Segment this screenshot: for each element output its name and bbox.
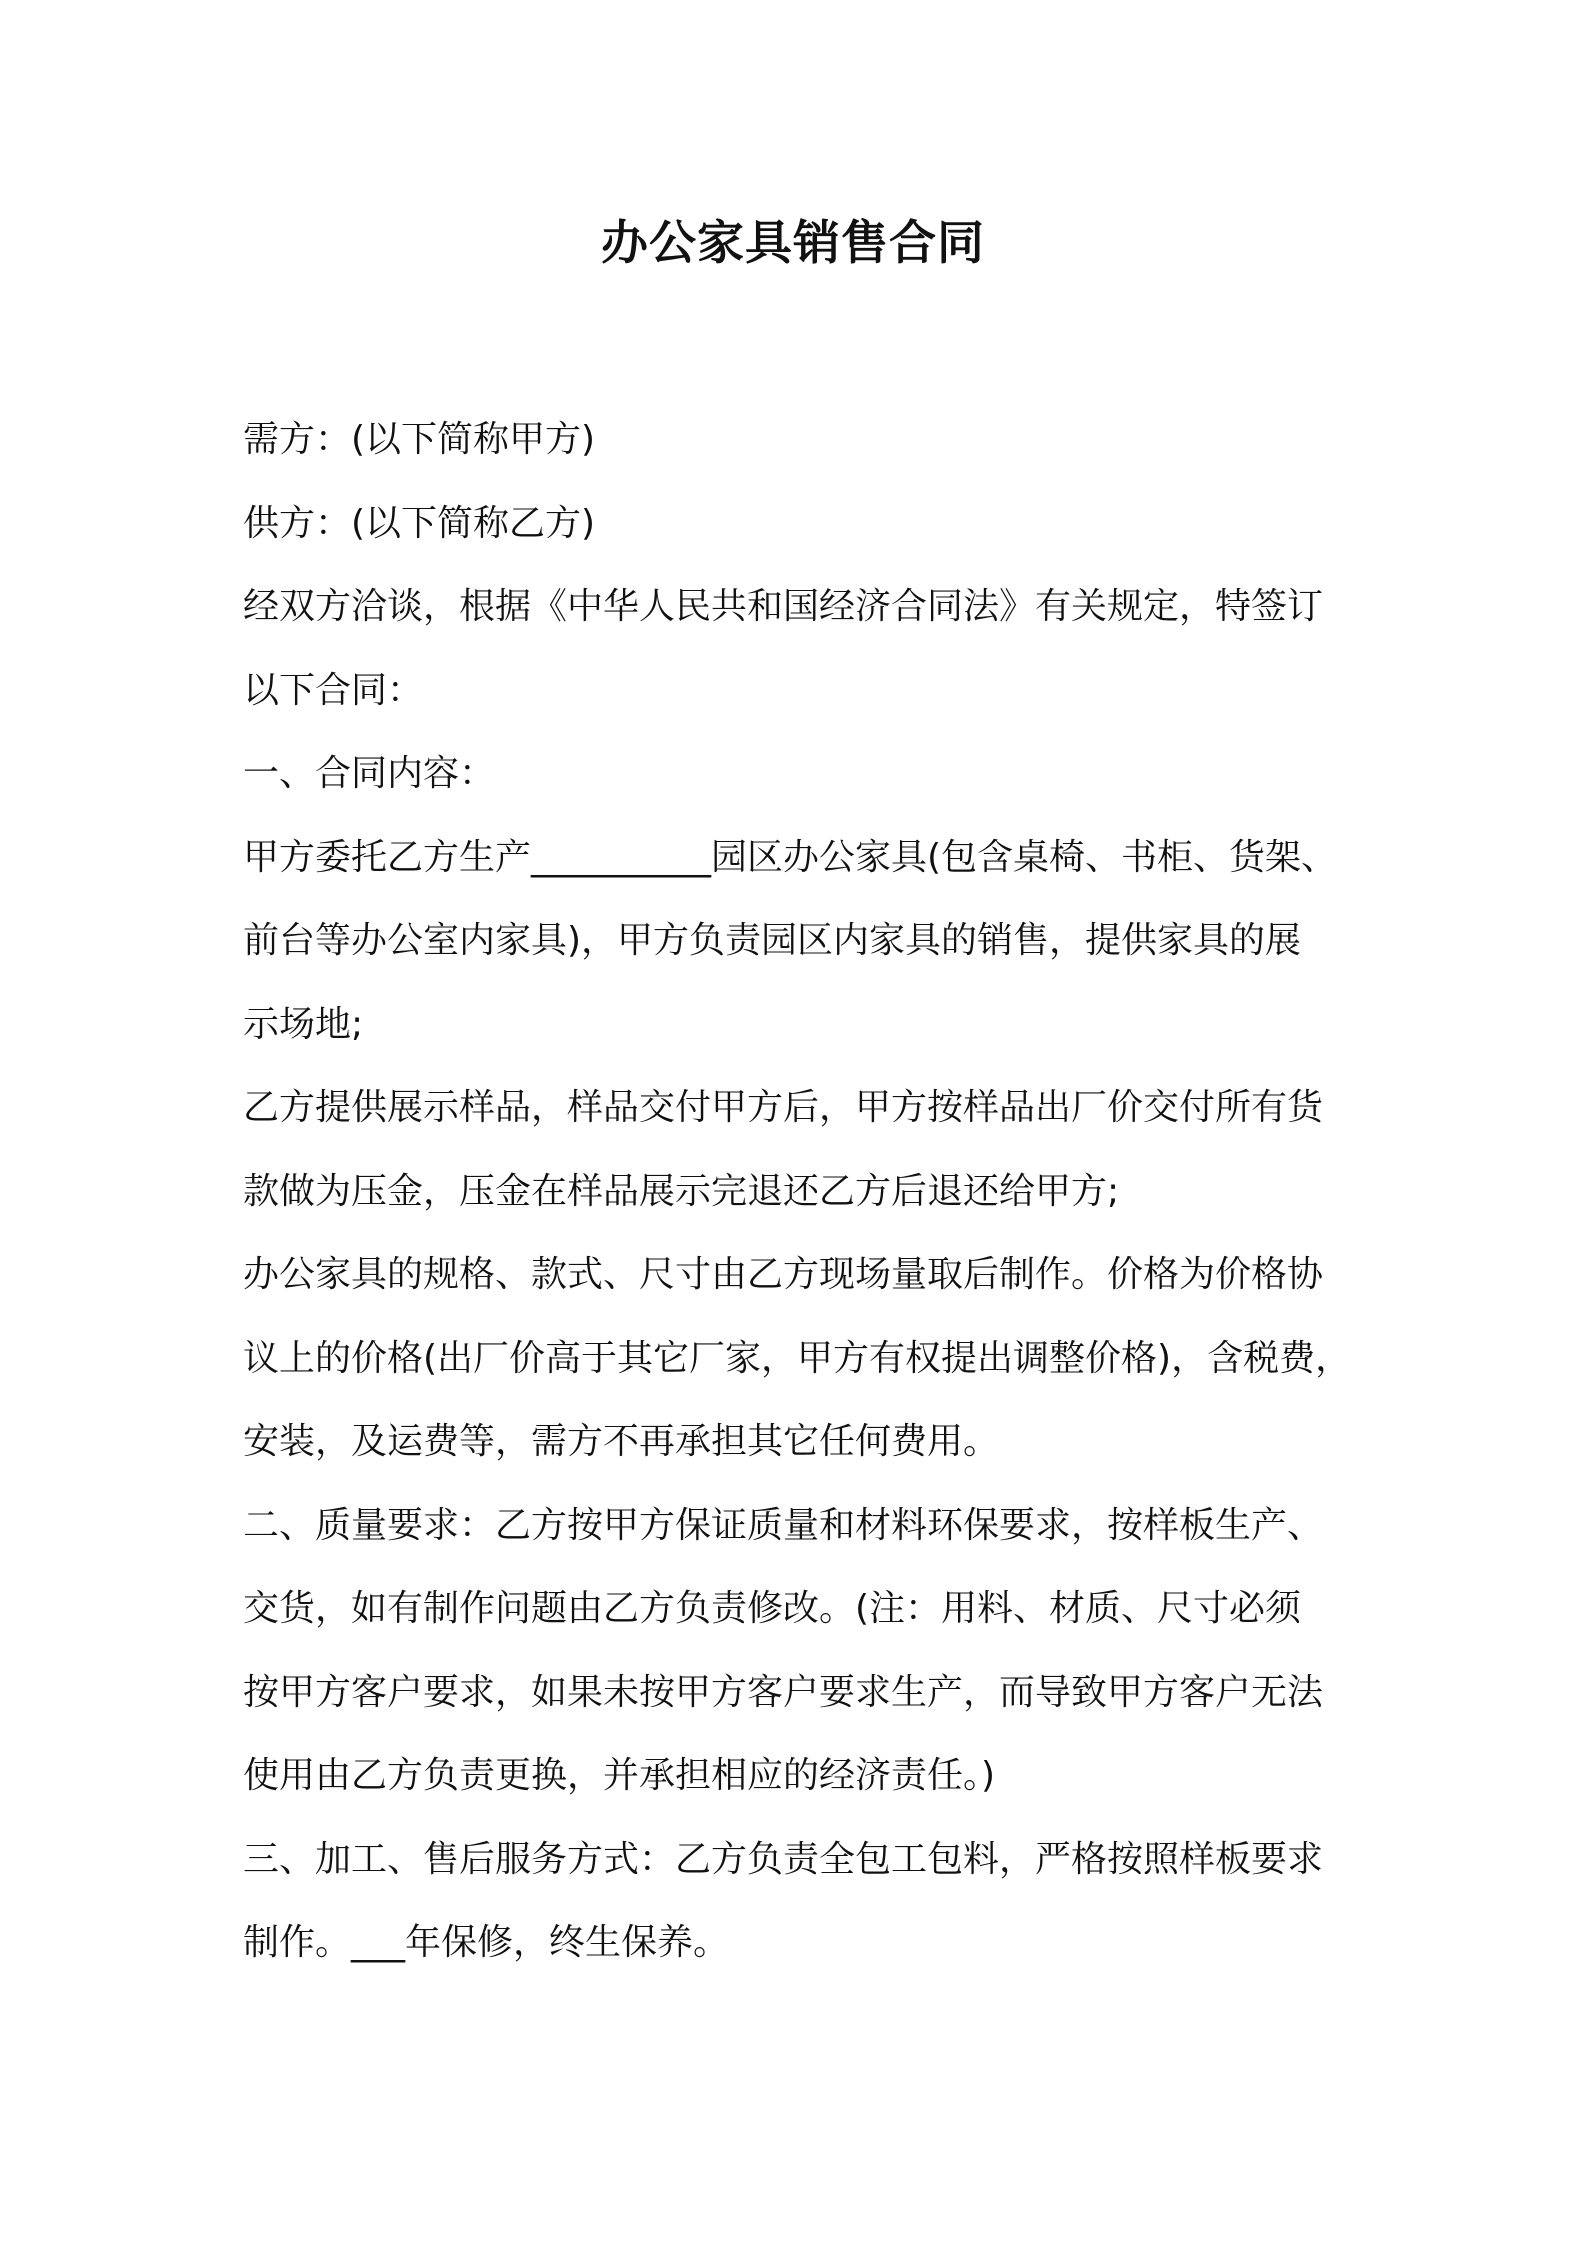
content-line-7: 议上的价格(出厂价高于其它厂家，甲方有权提出调整价格)，含税费， (243, 1337, 1352, 1379)
content-line-2: 前台等办公室内家具)，甲方负责园区内家具的销售，提供家具的展 (243, 920, 1302, 961)
content-line-5: 款做为压金，压金在样品展示完退还乙方后退还给甲方; (243, 1170, 1120, 1212)
preamble-line-2: 以下合同： (243, 669, 424, 711)
section-1-heading: 一、合同内容： (243, 753, 496, 794)
contract-body (243, 398, 1363, 1985)
content-line-6: 办公家具的规格、款式、尺寸由乙方现场量取后制作。价格为价格协 (243, 1254, 1324, 1295)
content-line-3: 示场地; (243, 1003, 364, 1045)
section-2-line-1: 二、质量要求：乙方按甲方保证质量和材料环保要求，按样板生产、 (243, 1504, 1324, 1546)
content-line-4: 乙方提供展示样品，样品交付甲方后，甲方按样品出厂价交付所有货 (243, 1087, 1324, 1128)
section-3-line-2: 制作。___年保修，终生保养。 (243, 1922, 730, 1963)
content-line-1: 甲方委托乙方生产__________园区办公家具(包含桌椅、书柜、货架、 (243, 836, 1338, 878)
preamble-line-1: 经双方洽谈，根据《中华人民共和国经济合同法》有关规定，特签订 (243, 586, 1324, 627)
party-a-line: 需方：(以下简称甲方) (243, 419, 596, 460)
section-2-line-3: 按甲方客户要求，如果未按甲方客户要求生产，而导致甲方客户无法 (243, 1671, 1324, 1713)
content-line-8: 安装，及运费等，需方不再承担其它任何费用。 (243, 1421, 1000, 1462)
section-2-line-4: 使用由乙方负责更换，并承担相应的经济责任。) (243, 1755, 996, 1796)
section-2-line-2: 交货，如有制作问题由乙方负责修改。(注：用料、材质、尺寸必须 (243, 1588, 1302, 1629)
section-3-line-1: 三、加工、售后服务方式：乙方负责全包工包料，严格按照样板要求 (243, 1838, 1324, 1880)
party-b-line: 供方：(以下简称乙方) (243, 502, 596, 544)
document-title: 办公家具销售合同 (601, 216, 985, 271)
